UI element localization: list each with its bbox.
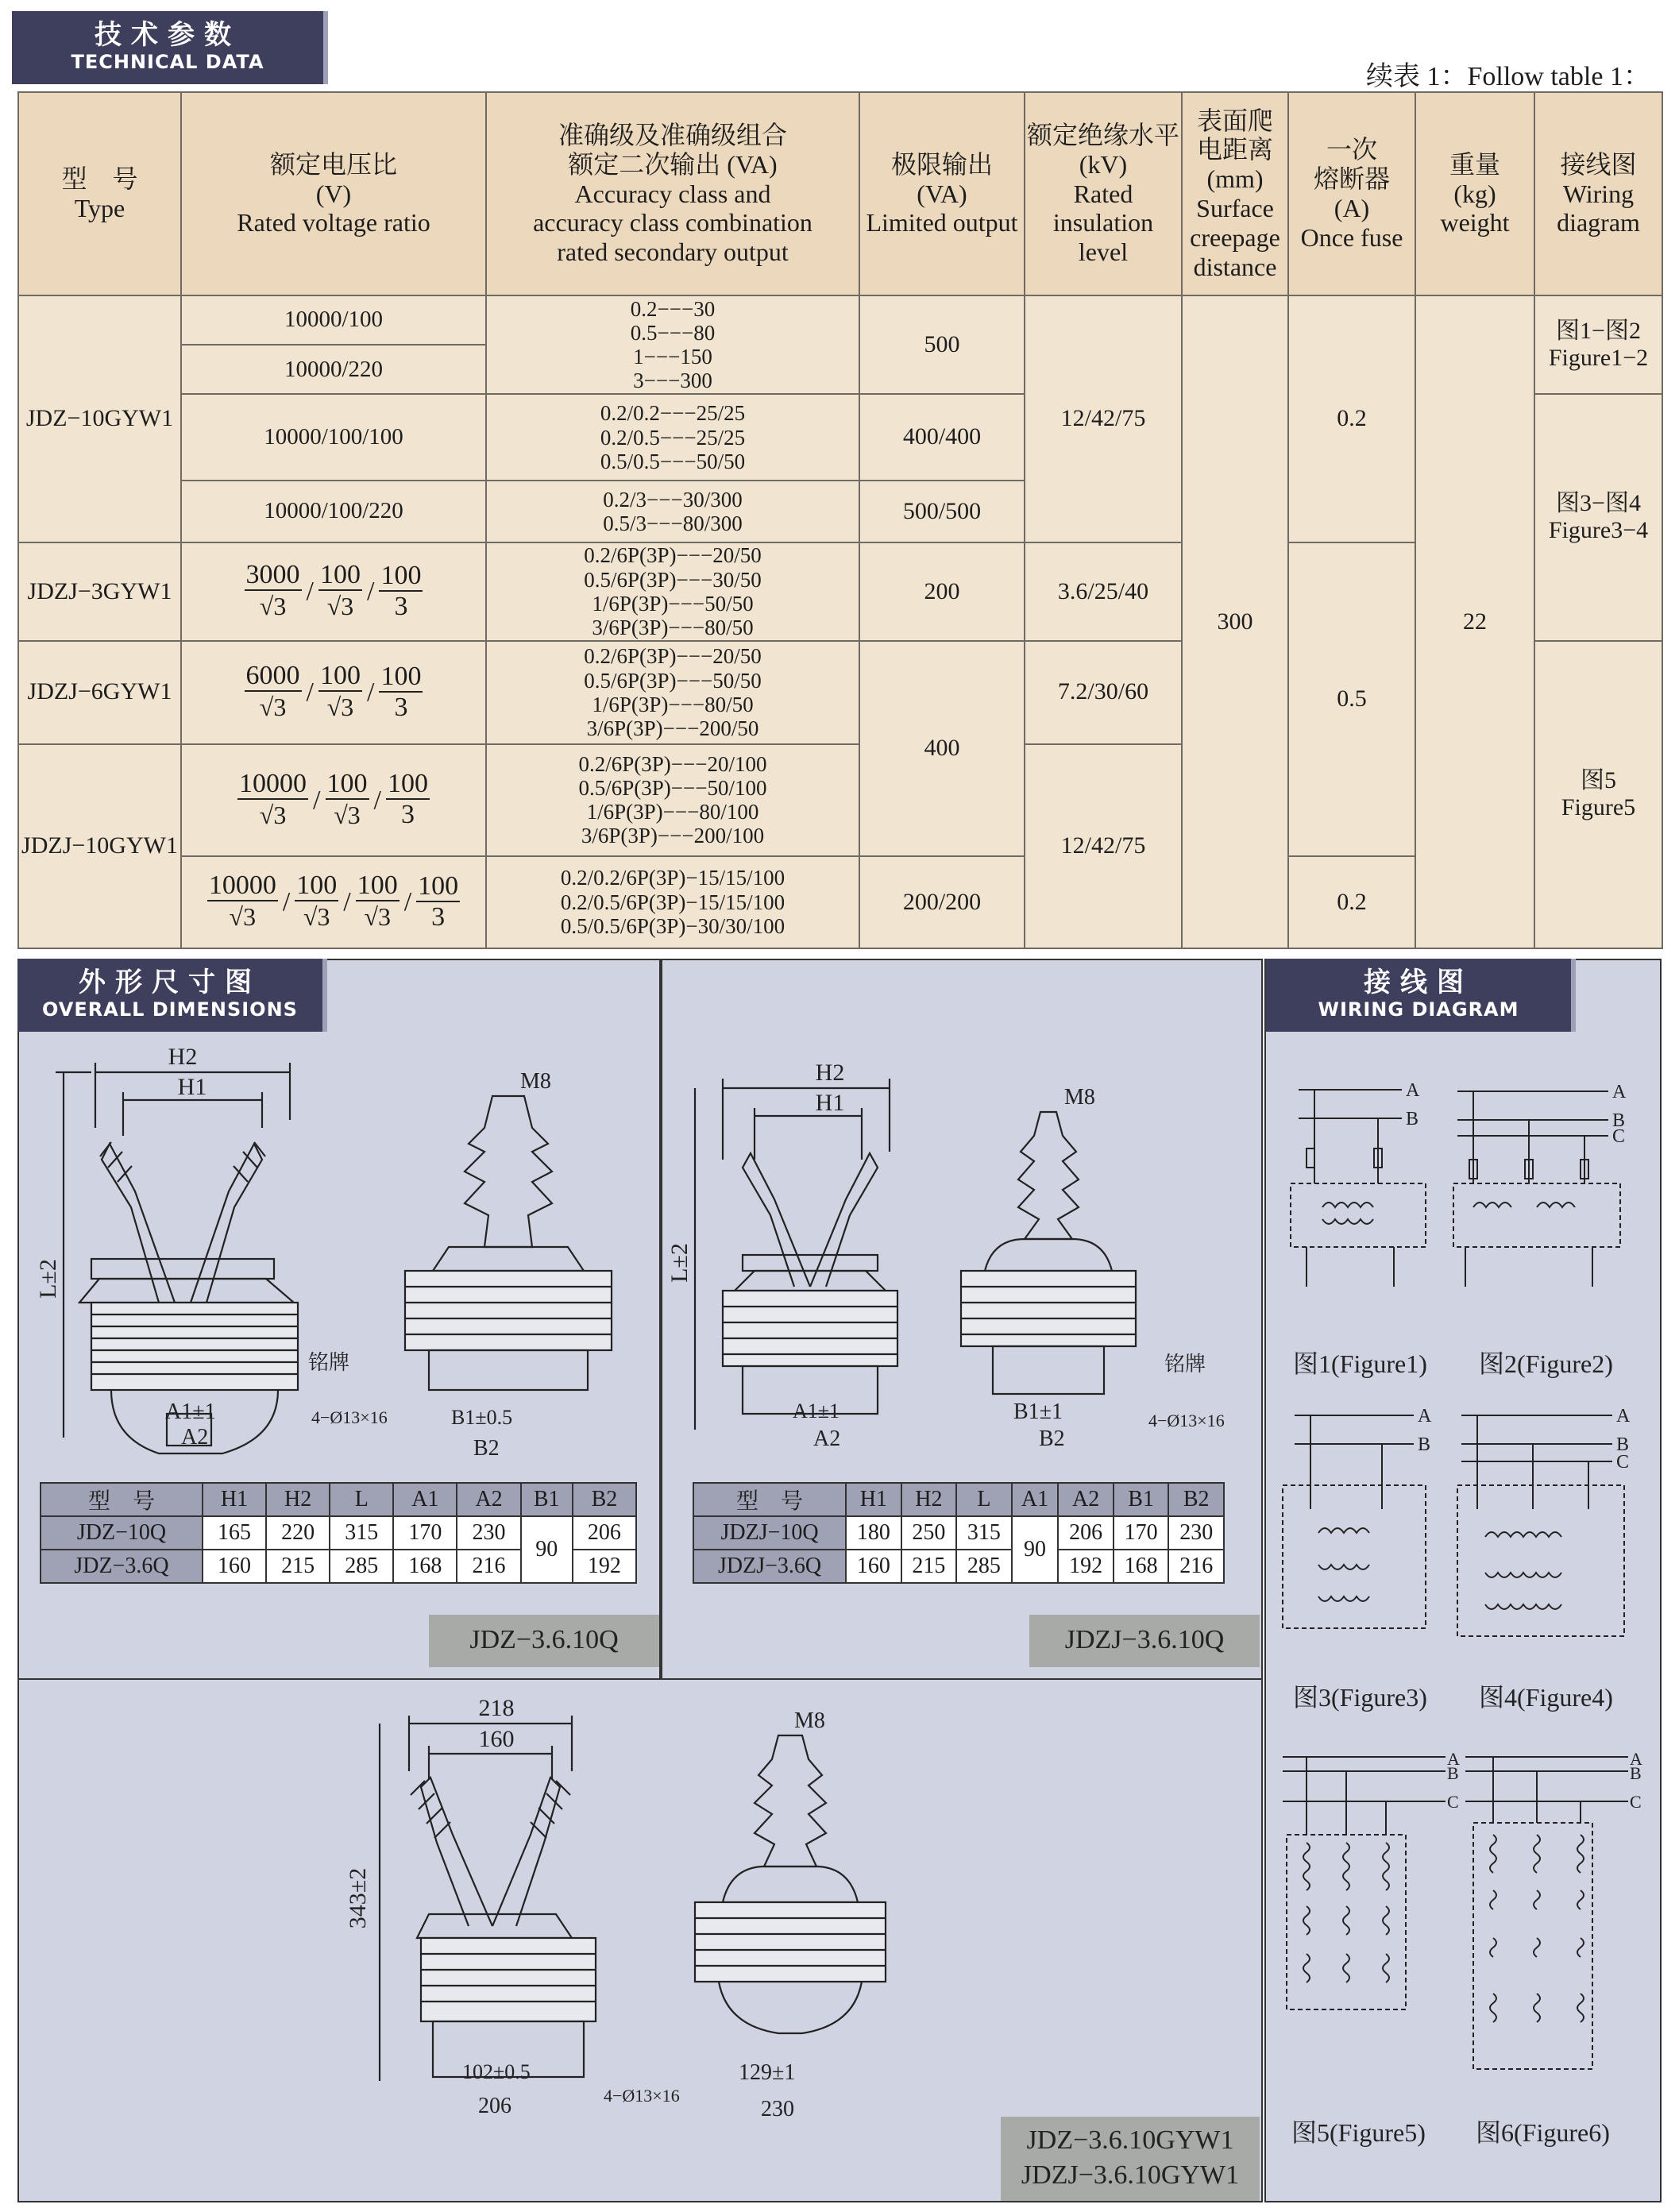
ratio-fraction-cell: $\frac{10000}{√3}$ / $\frac{100}{√3}$ / $\frac{100}{3}$ (181, 744, 486, 856)
svg-text:B: B (1447, 1763, 1459, 1783)
h2-label-2: H2 (815, 1060, 845, 1086)
b2-label-2: B2 (1039, 1426, 1065, 1451)
limited-output-cell: 200 (859, 542, 1025, 640)
insulation-cell: 3.6/25/40 (1025, 542, 1182, 640)
svg-text:C: C (1612, 1126, 1626, 1147)
d206-label: 206 (478, 2094, 511, 2118)
accuracy-cell: 0.2−−−30 0.5−−−80 1−−−150 3−−−300 (486, 295, 859, 394)
jdz-q-side-view-drawing (373, 1064, 635, 1398)
wiring-figure1 (1283, 1080, 1442, 1295)
svg-text:B: B (1406, 1109, 1419, 1129)
model-label-jdz-q: JDZ−3.6.10Q (429, 1615, 659, 1667)
wiring-figure6 (1461, 1747, 1644, 2081)
model-label-gyw1: JDZ−3.6.10GYW1 JDZJ−3.6.10GYW1 (1001, 2117, 1260, 2201)
figure6-caption: 图6(Figure6) (1476, 2118, 1610, 2147)
m8-label-2: M8 (1064, 1085, 1095, 1110)
wiring-header (1266, 959, 1571, 1032)
wiring-ref-cell: 图1−图2 Figure1−2 (1534, 295, 1662, 394)
svg-text:A: A (1447, 1749, 1460, 1769)
wiring-figure3 (1279, 1406, 1445, 1636)
col-accuracy: 准确级及准确级组合 额定二次输出 (VA) Accuracy class and accuracy class combination rated secondary output (486, 92, 859, 295)
fuse-cell: 0.5 (1288, 542, 1415, 855)
wiring-title-cn: 接线图 (1364, 967, 1473, 998)
svg-text:B: B (1616, 1434, 1630, 1455)
a1-label: A1±1 (165, 1399, 216, 1424)
figure4-caption: 图4(Figure4) (1479, 1683, 1613, 1712)
m8-label: M8 (520, 1069, 551, 1094)
limited-output-cell: 400/400 (859, 394, 1025, 480)
svg-text:B: B (1418, 1434, 1431, 1455)
d102-label: 102±0.5 (462, 2060, 531, 2083)
figure3-caption: 图3(Figure3) (1293, 1683, 1427, 1712)
col-type: 型 号 Type (18, 92, 181, 295)
h1-label-2: H1 (815, 1090, 845, 1116)
svg-text:A: A (1418, 1406, 1432, 1426)
d230-label: 230 (761, 2097, 794, 2121)
jdz-q-front-view-drawing (24, 1040, 342, 1453)
figure5-caption: 图5(Figure5) (1291, 2118, 1426, 2147)
ratio-fraction-cell: $\frac{6000}{√3}$ / $\frac{100}{√3}$ / $\frac{100}{3}$ (181, 641, 486, 744)
wiring-title-en: WIRING DIAGRAM (1318, 998, 1519, 1021)
limited-output-cell: 200/200 (859, 856, 1025, 949)
b2-label: B2 (473, 1436, 500, 1461)
dimension-table-jdzj: 型 号 H1 H2 L A1 A2 B1 B2 JDZJ−10Q 180 250 315 90 206 170 230 JDZJ−3.6Q 160 215 285 192 168 216 (693, 1482, 1225, 1584)
h1-label: H1 (177, 1074, 207, 1100)
m8-label-3: M8 (794, 1708, 825, 1733)
weight-cell: 22 (1415, 295, 1534, 948)
creepage-cell: 300 (1182, 295, 1288, 948)
gyw1-side-view-drawing (675, 1700, 905, 2081)
svg-text:A: A (1630, 1749, 1642, 1769)
insulation-cell: 7.2/30/60 (1025, 641, 1182, 744)
insulation-cell: 12/42/75 (1025, 744, 1182, 948)
fuse-cell: 0.2 (1288, 295, 1415, 542)
limited-output-cell: 500 (859, 295, 1025, 394)
ratio-fraction-cell: $\frac{10000}{√3}$ / $\frac{100}{√3}$ / $\frac{100}{√3}$ / $\frac{100}{3}$ (181, 856, 486, 949)
svg-text:C: C (1616, 1452, 1630, 1473)
insulation-cell: 12/42/75 (1025, 295, 1182, 542)
col-insulation: 额定绝缘水平 (kV) Rated insulation level (1025, 92, 1182, 295)
accuracy-cell: 0.2/0.2/6P(3P)−15/15/100 0.2/0.5/6P(3P)−15/15/100 0.5/0.5/6P(3P)−30/30/100 (486, 856, 859, 949)
wiring-figure2 (1449, 1080, 1640, 1295)
accuracy-cell: 0.2/3−−−30/300 0.5/3−−−80/300 (486, 481, 859, 542)
figure1-caption: 图1(Figure1) (1293, 1349, 1427, 1378)
nameplate-label: 铭牌 (308, 1351, 350, 1374)
col-weight: 重量 (kg) weight (1415, 92, 1534, 295)
jdzj-q-front-view-drawing (666, 1056, 929, 1453)
h2-label: H2 (168, 1044, 198, 1070)
type-jdzj-6gyw1: JDZJ−6GYW1 (18, 641, 181, 744)
col-creepage: 表面爬 电距离 (mm) Surface creepage distance (1182, 92, 1288, 295)
type-jdzj-3gyw1: JDZJ−3GYW1 (18, 542, 181, 640)
wiring-figure5 (1279, 1747, 1460, 2017)
a2-label: A2 (181, 1425, 209, 1450)
figure2-caption: 图2(Figure2) (1479, 1349, 1613, 1378)
limited-output-cell: 400 (859, 641, 1025, 856)
ratio-cell: 10000/220 (181, 345, 486, 394)
d129-label: 129±1 (739, 2060, 796, 2085)
d160-label: 160 (478, 1726, 515, 1752)
svg-text:A: A (1616, 1406, 1631, 1426)
ratio-fraction-cell: $\frac{3000}{√3}$ / $\frac{100}{√3}$ / $\frac{100}{3}$ (181, 542, 486, 640)
svg-text:C: C (1630, 1792, 1642, 1812)
a2-label-2: A2 (813, 1426, 841, 1451)
holes-label-3: 4−Ø13×16 (604, 2086, 680, 2106)
d343-label: 343±2 (345, 1867, 371, 1929)
tech-data-header (12, 11, 323, 84)
col-fuse: 一次 熔断器 (A) Once fuse (1288, 92, 1415, 295)
type-jdz-10gyw1: JDZ−10GYW1 (18, 295, 181, 542)
dimensions-header (17, 959, 322, 1032)
accuracy-cell: 0.2/6P(3P)−−−20/100 0.5/6P(3P)−−−50/100 1/6P(3P)−−−80/100 3/6P(3P)−−−200/100 (486, 744, 859, 856)
ratio-cell: 10000/100 (181, 295, 486, 345)
tech-data-title-en: TECHNICAL DATA (71, 51, 264, 73)
wiring-ref-cell: 图3−图4 Figure3−4 (1534, 394, 1662, 640)
wiring-figure4 (1453, 1406, 1644, 1644)
d218-label: 218 (478, 1695, 515, 1721)
tech-data-title-cn: 技术参数 (95, 19, 241, 51)
dimensions-title-en: OVERALL DIMENSIONS (42, 998, 298, 1021)
model-label-jdzj-q: JDZJ−3.6.10Q (1029, 1615, 1260, 1667)
limited-output-cell: 500/500 (859, 481, 1025, 542)
col-limited: 极限输出 (VA) Limited output (859, 92, 1025, 295)
type-jdzj-10gyw1: JDZJ−10GYW1 (18, 744, 181, 948)
b1-label: B1±0.5 (451, 1406, 513, 1429)
wiring-ref-cell: 图5 Figure5 (1534, 641, 1662, 949)
svg-text:B: B (1630, 1763, 1642, 1783)
fuse-cell: 0.2 (1288, 856, 1415, 949)
l-label-2: L±2 (666, 1243, 693, 1283)
accuracy-cell: 0.2/6P(3P)−−−20/50 0.5/6P(3P)−−−50/50 1/6P(3P)−−−80/50 3/6P(3P)−−−200/50 (486, 641, 859, 744)
svg-text:C: C (1447, 1792, 1459, 1812)
follow-table-note: 续表 1：Follow table 1： (1366, 62, 1650, 91)
holes-label-2: 4−Ø13×16 (1148, 1411, 1225, 1430)
svg-text:A: A (1406, 1080, 1420, 1101)
ratio-cell: 10000/100/100 (181, 394, 486, 480)
technical-data-table (17, 91, 1663, 949)
dimension-table-jdz: 型 号 H1 H2 L A1 A2 B1 B2 JDZ−10Q 165 220 315 170 230 90 206 JDZ−3.6Q 160 215 285 168 216 192 (40, 1482, 637, 1584)
accuracy-cell: 0.2/6P(3P)−−−20/50 0.5/6P(3P)−−−30/50 1/6P(3P)−−−50/50 3/6P(3P)−−−80/50 (486, 542, 859, 640)
col-wiring: 接线图 Wiring diagram (1534, 92, 1662, 295)
b1-label-2: B1±1 (1013, 1399, 1063, 1424)
accuracy-cell: 0.2/0.2−−−25/25 0.2/0.5−−−25/25 0.5/0.5−−−50/50 (486, 394, 859, 480)
nameplate-label-2: 铭牌 (1164, 1353, 1206, 1376)
col-ratio: 额定电压比 (V) Rated voltage ratio (181, 92, 486, 295)
a1-label-2: A1±1 (793, 1399, 840, 1423)
svg-text:A: A (1612, 1082, 1627, 1102)
dimensions-title-cn: 外形尺寸图 (79, 967, 261, 998)
ratio-cell: 10000/100/220 (181, 481, 486, 542)
jdzj-q-side-view-drawing (945, 1085, 1152, 1422)
l-label: L±2 (35, 1259, 61, 1299)
holes-label: 4−Ø13×16 (311, 1407, 388, 1427)
svg-text:B: B (1612, 1110, 1626, 1131)
